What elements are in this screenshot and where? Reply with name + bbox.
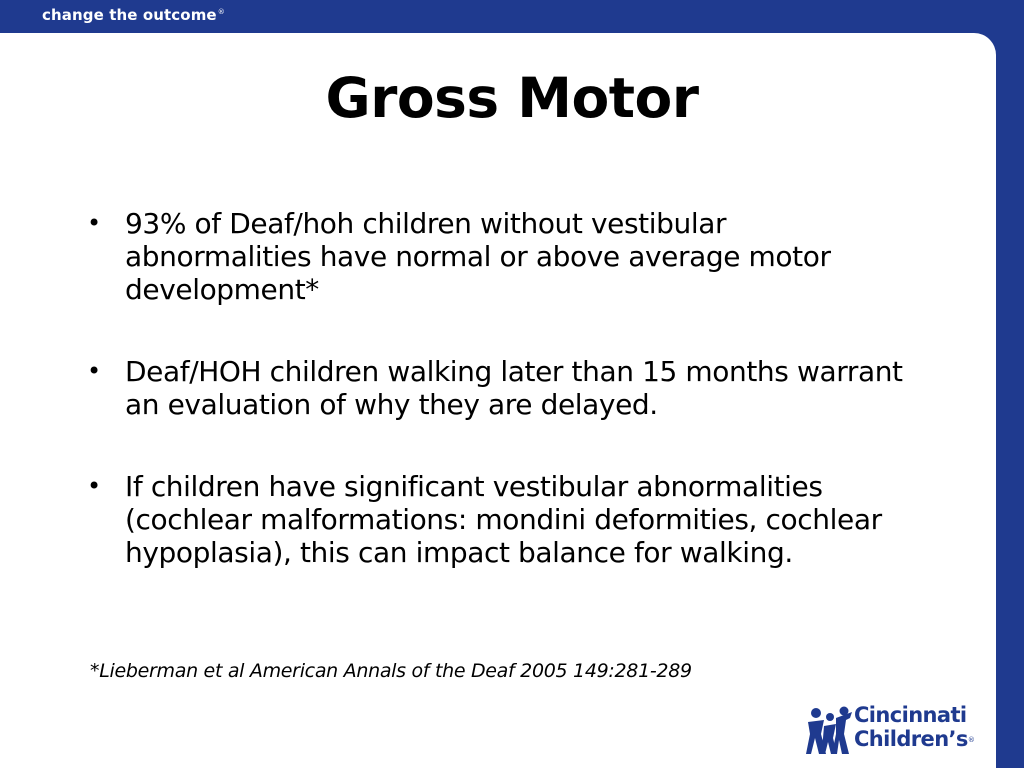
bullet-text: 93% of Deaf/hoh children without vestibular abnormalities have normal or above average motor development*	[125, 207, 831, 306]
bullet-item	[85, 355, 905, 421]
bullet-icon: •	[87, 209, 101, 237]
bullet-text: Deaf/HOH children walking later than 15 months warrant an evaluation of why they are delayed.	[125, 355, 903, 421]
bullet-icon: •	[87, 472, 101, 500]
logo-line-2	[854, 727, 974, 752]
citation-footnote: *Lieberman et al American Annals of the Deaf 2005 149:281-289	[90, 660, 692, 682]
bullet-icon: •	[87, 357, 101, 385]
bullet-list	[85, 207, 905, 618]
tagline-text: change the outcome	[42, 6, 217, 24]
brand-tagline	[42, 6, 225, 24]
children-figures-icon	[806, 704, 852, 756]
logo-line-1: Cincinnati	[854, 703, 967, 727]
logo-wordmark	[854, 703, 974, 752]
registered-mark: ®	[217, 8, 225, 16]
slide-title: Gross Motor	[325, 66, 699, 130]
cincinnati-childrens-logo	[806, 703, 991, 759]
bullet-item	[85, 207, 905, 306]
logo-line-2-text: Children’s	[854, 727, 968, 751]
bullet-item	[85, 470, 905, 569]
bullet-text: If children have significant vestibular abnormalities (cochlear malformations: mondini deformities, cochlear hypoplasia), this can impact balance for walking.	[125, 470, 882, 569]
logo-registered-mark: ®	[967, 736, 975, 744]
